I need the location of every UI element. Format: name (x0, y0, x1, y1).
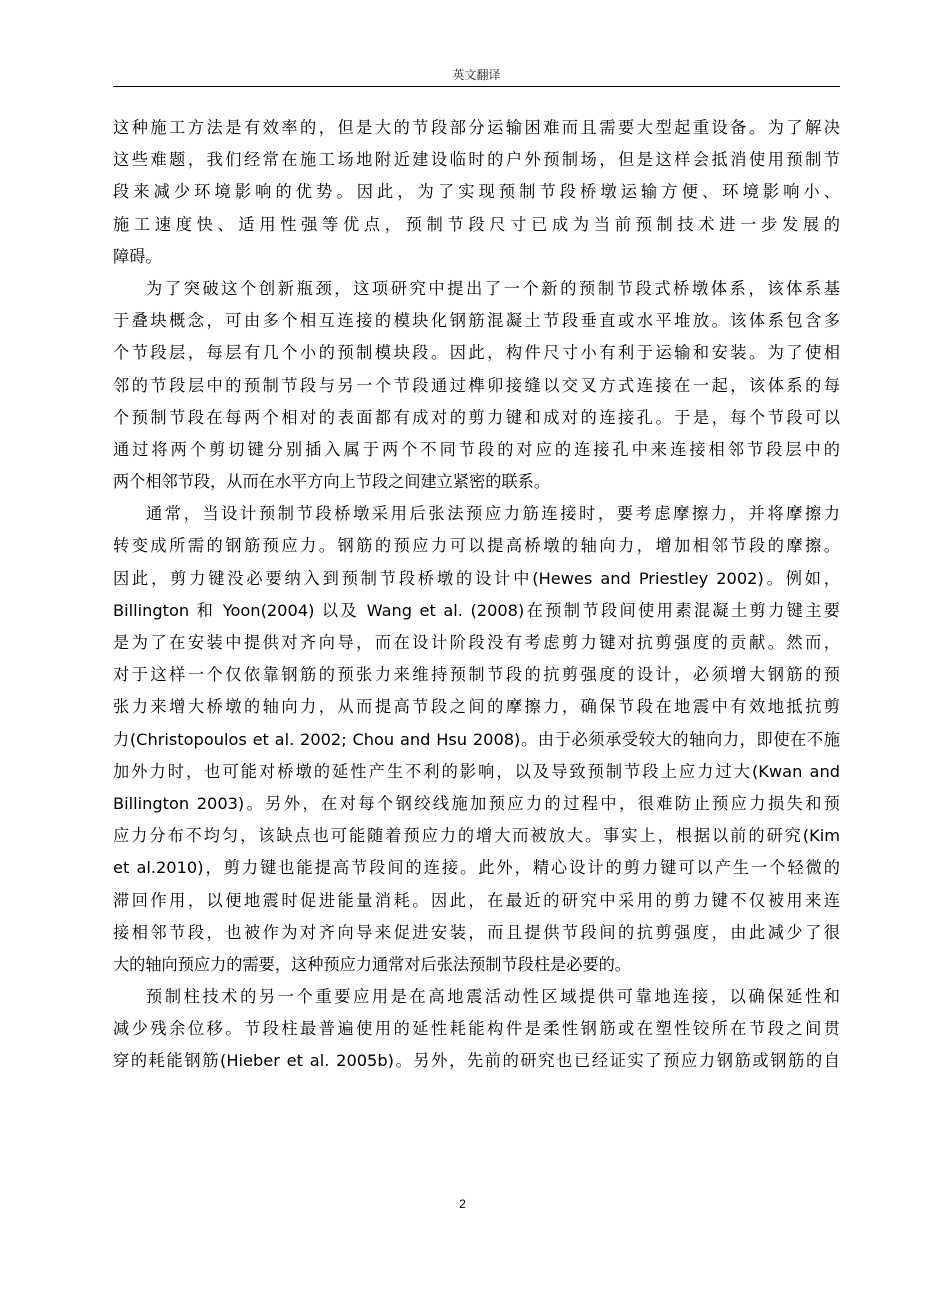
text-line: 接相邻节段，也被作为对齐向导来促进安装，而且提供节段间的抗剪强度，由此减少了很 (113, 922, 840, 942)
text-line: 于叠块概念，可由多个相互连接的模块化钢筋混凝土节段垂直或水平堆放。该体系包含多 (113, 311, 840, 331)
text-line: 减少残余位移。节段柱最普遍使用的延性耗能构件是柔性钢筋或在塑性铰所在节段之间贯 (113, 1019, 840, 1039)
text-line: 是为了在安装中提供对齐向导，而在设计阶段没有考虑剪力键对抗剪强度的贡献。然而， (113, 633, 840, 652)
text-line: 加外力时，也可能对桥墩的延性产生不利的影响，以及导致预制节段上应力过大(Kwan and (113, 761, 840, 781)
text-line: 对于这样一个仅依靠钢筋的预张力来维持预制节段的抗剪强度的设计，必须增大钢筋的预 (113, 665, 840, 685)
text-line: 大的轴向预应力的需要，这种预应力通常对后张法预制节段柱是必要的。 (113, 954, 631, 974)
header-rule (113, 86, 840, 87)
text-line: 因此，剪力键没必要纳入到预制节段桥墩的设计中(Hewes and Priestley 2002)。例如， (113, 568, 840, 588)
text-line: 施工速度快、适用性强等优点，预制节段尺寸已成为当前预制技术进一步发展的 (113, 214, 840, 234)
text-line: 预制柱技术的另一个重要应用是在高地震活动性区域提供可靠地连接，以确保延性和 (146, 987, 840, 1007)
text-line: 障碍。 (113, 246, 162, 266)
page-number: 2 (459, 1197, 466, 1211)
text-line: 为了突破这个创新瓶颈，这项研究中提出了一个新的预制节段式桥墩体系，该体系基 (146, 278, 840, 298)
paragraph-3 (113, 498, 840, 981)
text-line: 个预制节段在每两个相对的表面都有成对的剪力键和成对的连接孔。于是，每个节段可以 (113, 407, 840, 427)
text-line: 应力分布不均匀，该缺点也可能随着预应力的增大而被放大。事实上，根据以前的研究(Kim (113, 826, 840, 846)
page-header: 英文翻译 (452, 68, 501, 82)
text-line: Billington 2003)。另外，在对每个钢绞线施加预应力的过程中，很难防止预应力损失和预 (113, 793, 840, 813)
text-line: 邻的节段层中的预制节段与另一个节段通过榫卯接缝以交叉方式连接在一起，该体系的每 (113, 375, 840, 395)
text-line: 穿的耗能钢筋(Hieber et al. 2005b)。另外，先前的研究也已经证实了预应力钢筋或钢筋的自 (113, 1051, 840, 1071)
text-line: 段来减少环境影响的优势。因此，为了实现预制节段桥墩运输方便、环境影响小、 (113, 182, 840, 202)
paragraph-4 (113, 981, 840, 1078)
text-line: 张力来增大桥墩的轴向力，从而提高节段之间的摩擦力，确保节段在地震中有效地抵抗剪 (113, 697, 840, 717)
text-line: 通过将两个剪切键分别插入属于两个不同节段的对应的连接孔中来连接相邻节段层中的 (113, 439, 840, 459)
paragraph-2 (113, 273, 840, 498)
text-line: 力(Christopoulos et al. 2002; Chou and Hsu 2008)。由于必须承受较大的轴向力，即使在不施 (113, 729, 840, 749)
text-line: 通常，当设计预制节段桥墩采用后张法预应力筋连接时，要考虑摩擦力，并将摩擦力 (146, 504, 840, 524)
text-line: et al.2010)，剪力键也能提高节段间的连接。此外，精心设计的剪力键可以产生一个轻微的 (113, 858, 840, 878)
text-line: 转变成所需的钢筋预应力。钢筋的预应力可以提高桥墩的轴向力，增加相邻节段的摩擦。 (113, 536, 840, 556)
text-line: 这种施工方法是有效率的，但是大的节段部分运输困难而且需要大型起重设备。为了解决 (113, 118, 840, 137)
text-line: 个节段层，每层有几个小的预制模块段。因此，构件尺寸小有利于运输和安装。为了使相 (113, 343, 840, 363)
text-line: Billington 和 Yoon(2004) 以及 Wang et al. (2008)在预制节段间使用素混凝土剪力键主要 (113, 600, 840, 620)
paragraph-1 (113, 112, 840, 273)
document-body (113, 112, 840, 1078)
text-line: 两个相邻节段，从而在水平方向上节段之间建立紧密的联系。 (113, 472, 551, 492)
text-line: 滞回作用，以便地震时促进能量消耗。因此，在最近的研究中采用的剪力键不仅被用来连 (113, 890, 840, 910)
text-line: 这些难题，我们经常在施工场地附近建设临时的户外预制场，但是这样会抵消使用预制节 (113, 150, 840, 170)
